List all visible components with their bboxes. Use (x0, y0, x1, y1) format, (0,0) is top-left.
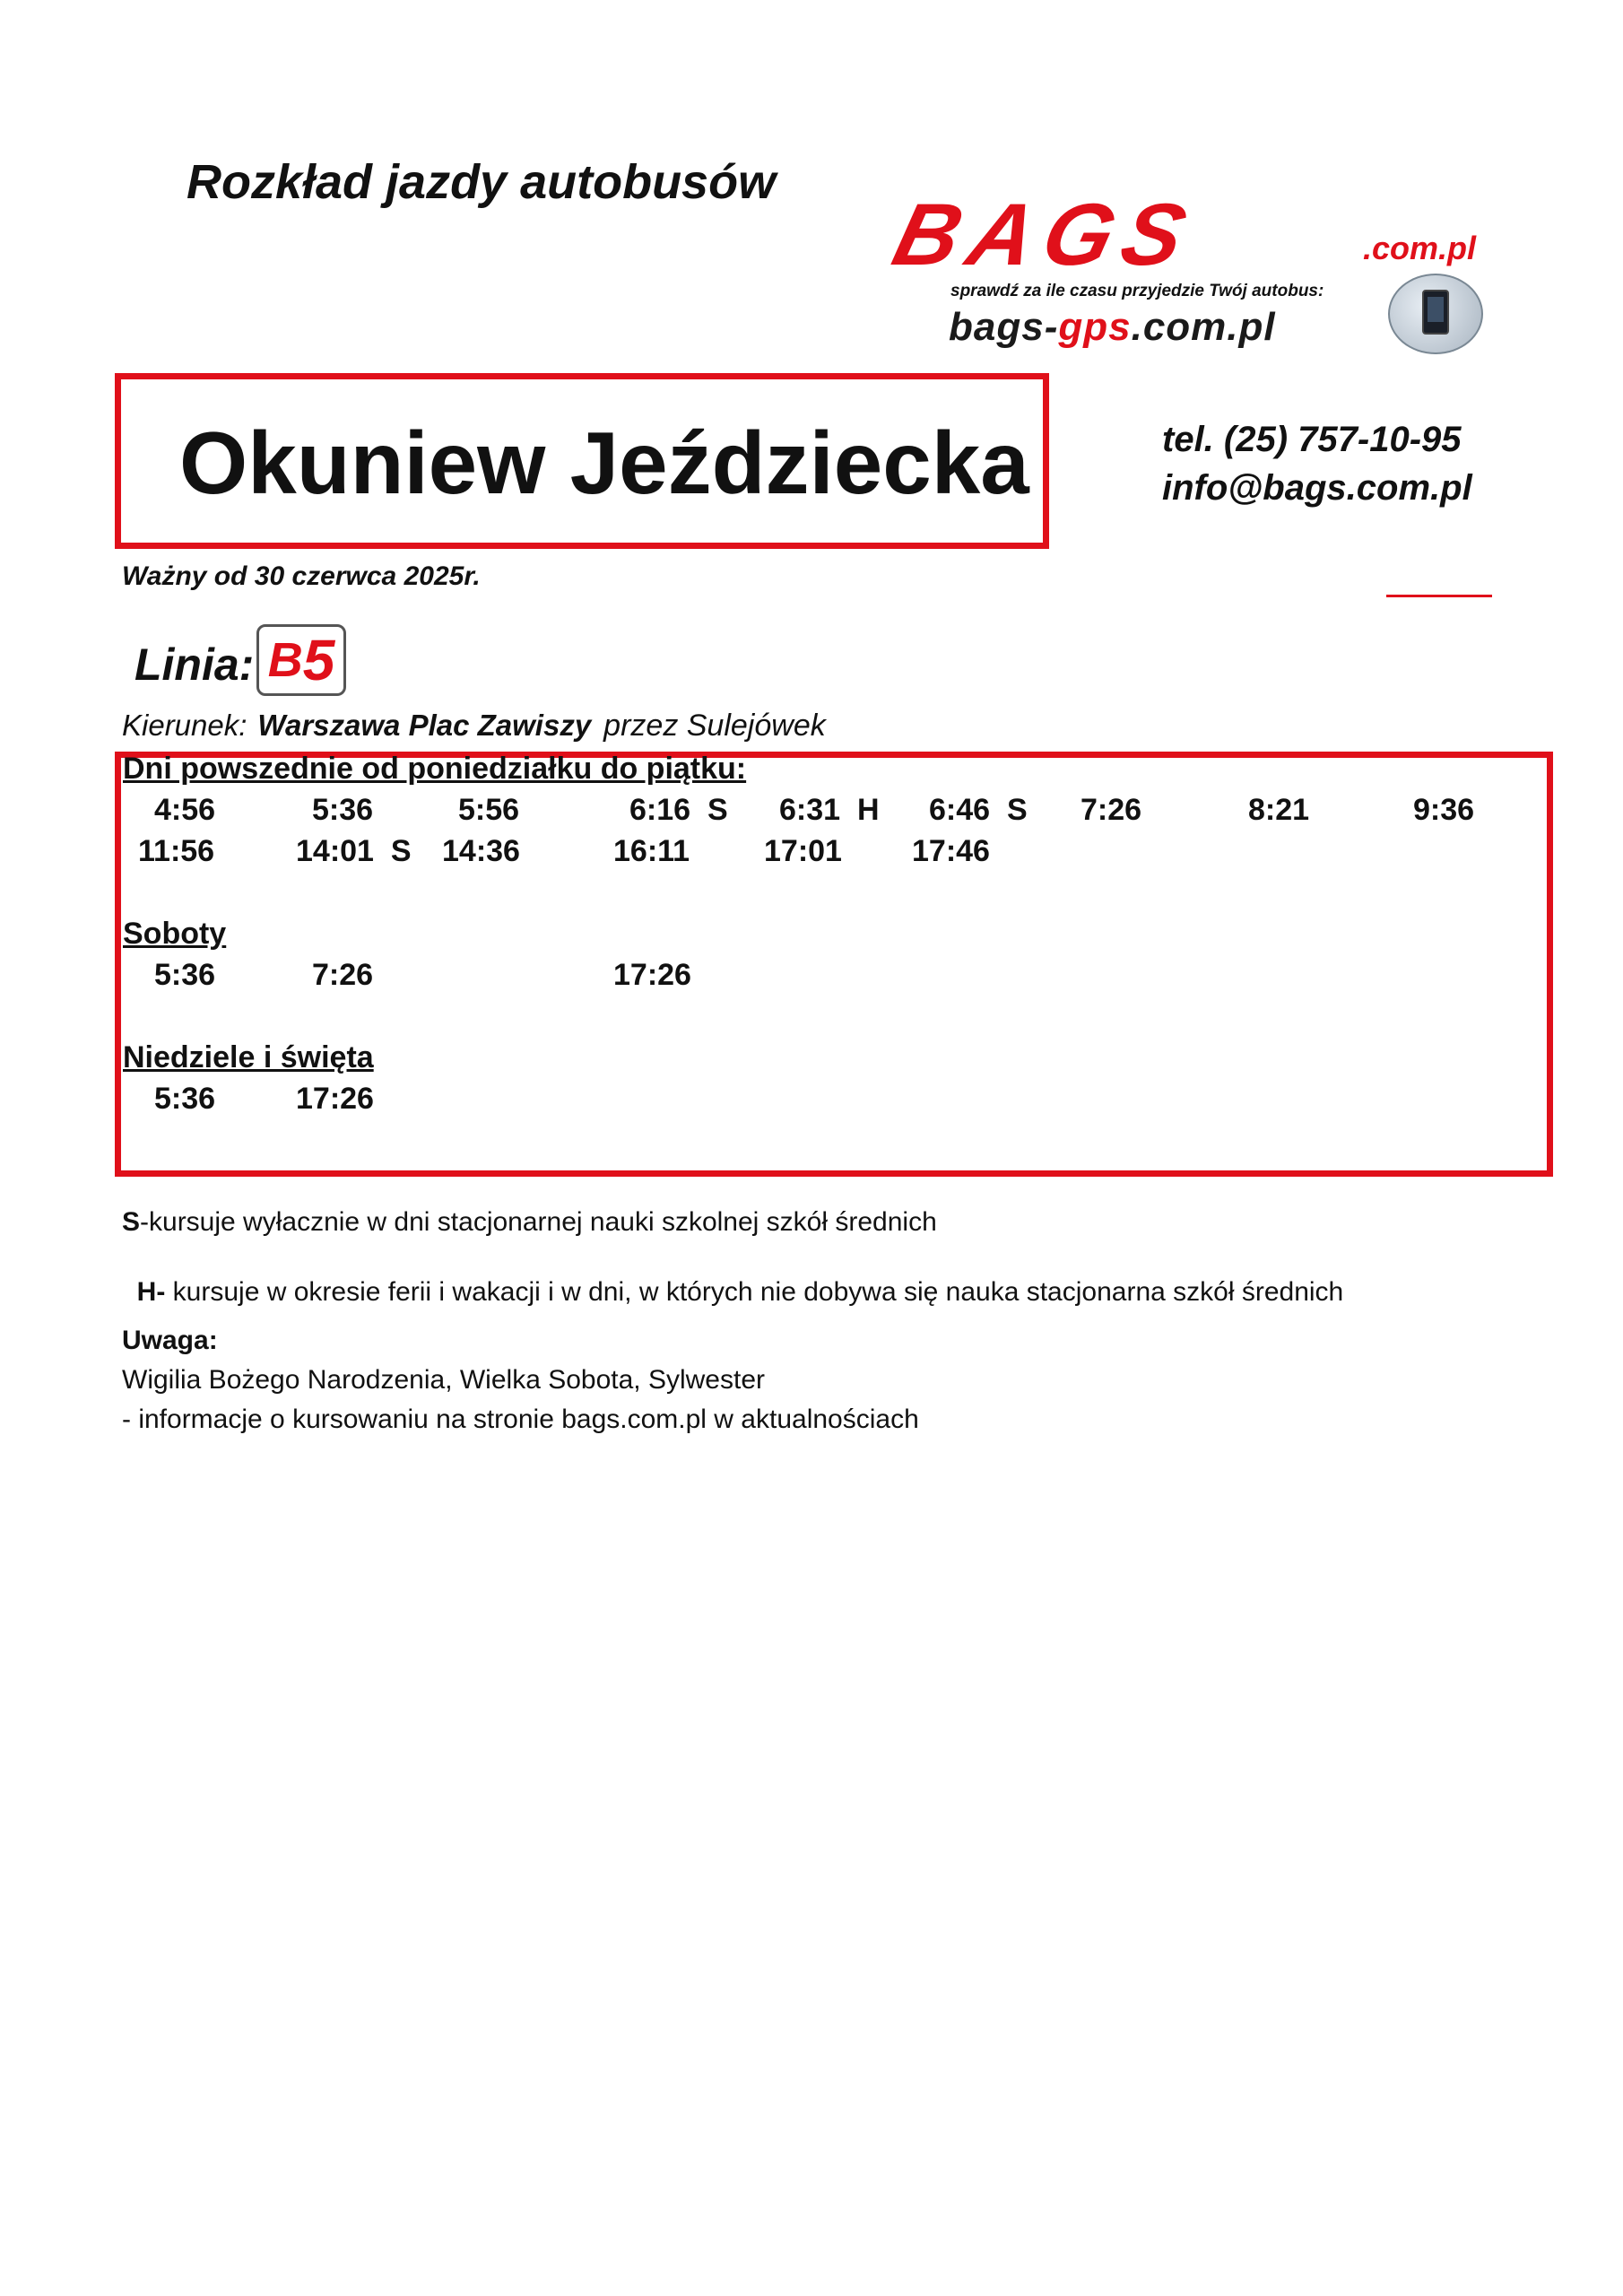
gps-tagline: sprawdź za ile czasu przyjedzie Twój autobus: (950, 282, 1324, 300)
document-title: Rozkład jazdy autobusów (187, 155, 777, 209)
stop-name: Okuniew Jeździecka (179, 413, 1029, 512)
note-s-text: -kursuje wyłacznie w dni stacjonarnej nauki szkolnej szkół średnich (140, 1207, 937, 1237)
gps-url-part-1: bags- (949, 305, 1059, 349)
weekday-departure: 5:36 (312, 793, 374, 827)
weekday-departure: 9:36 (1413, 793, 1475, 827)
note-h (122, 1247, 1343, 1308)
line-number-badge (256, 624, 346, 696)
direction-label: Kierunek: (122, 709, 247, 742)
note-s-code: S (122, 1207, 141, 1237)
note-s (122, 1207, 937, 1238)
direction-destination: Warszawa Plac Zawiszy (257, 709, 592, 742)
uwaga-title: Uwaga: (122, 1326, 218, 1355)
weekdays-title: Dni powszednie od poniedziałku do piątku: (123, 752, 747, 786)
weekday-departure: 6:16 S (629, 793, 728, 827)
gps-url-logo (949, 305, 1276, 350)
saturdays-title: Soboty (123, 917, 227, 951)
sunday-departure: 5:36 (154, 1082, 216, 1116)
direction-via: przez Sulejówek (603, 709, 826, 743)
bags-logo (884, 185, 1524, 283)
logo-main-text: BAGS (884, 185, 1206, 283)
phone-screen-icon (1422, 290, 1449, 335)
weekday-departure: 4:56 (154, 793, 216, 827)
sunday-departure: 17:26 (296, 1082, 374, 1116)
weekday-departure: 7:26 (1081, 793, 1142, 827)
saturday-departure: 7:26 (312, 958, 374, 992)
contact-email: info@bags.com.pl (1162, 468, 1472, 508)
sundays-title: Niedziele i święta (123, 1040, 374, 1074)
logo-suffix-text: .com.pl (1363, 230, 1477, 266)
gps-url-part-2: gps (1058, 305, 1132, 349)
weekday-departure: 8:21 (1248, 793, 1310, 827)
weekday-departure: 14:36 (442, 834, 520, 868)
direction (122, 709, 826, 744)
valid-from: Ważny od 30 czerwca 2025r. (122, 561, 481, 591)
line-number: 5 (302, 628, 335, 692)
weekday-departure: 6:46 S (929, 793, 1028, 827)
weekday-departure: 16:11 (613, 834, 690, 868)
contact-phone: tel. (25) 757-10-95 (1162, 420, 1462, 459)
gps-url-part-3: .com.pl (1131, 305, 1276, 349)
saturday-departure: 5:36 (154, 958, 216, 992)
uwaga-line-2: - informacje o kursowaniu na stronie bags.com.pl w aktualnościach (122, 1405, 919, 1434)
weekday-departure: 6:31 H (779, 793, 880, 827)
saturday-departure: 17:26 (613, 958, 691, 992)
phone-icon (1388, 274, 1483, 354)
weekday-departure: 17:01 (764, 834, 842, 868)
decorative-red-line (1386, 595, 1492, 597)
line-label: Linia: (135, 639, 255, 690)
uwaga-line-1: Wigilia Bożego Narodzenia, Wielka Sobota, Sylwester (122, 1365, 765, 1395)
weekday-departure: 14:01 S (296, 834, 412, 868)
weekday-departure: 11:56 (138, 834, 215, 868)
weekday-departure: 5:56 (458, 793, 520, 827)
note-h-text: kursuje w okresie ferii i wakacji i w dni, w których nie dobywa się nauka stacjonarna szkół średnich (165, 1277, 1344, 1307)
line-prefix: B (267, 633, 303, 687)
note-h-code: H- (136, 1277, 166, 1307)
weekday-departure: 17:46 (912, 834, 990, 868)
